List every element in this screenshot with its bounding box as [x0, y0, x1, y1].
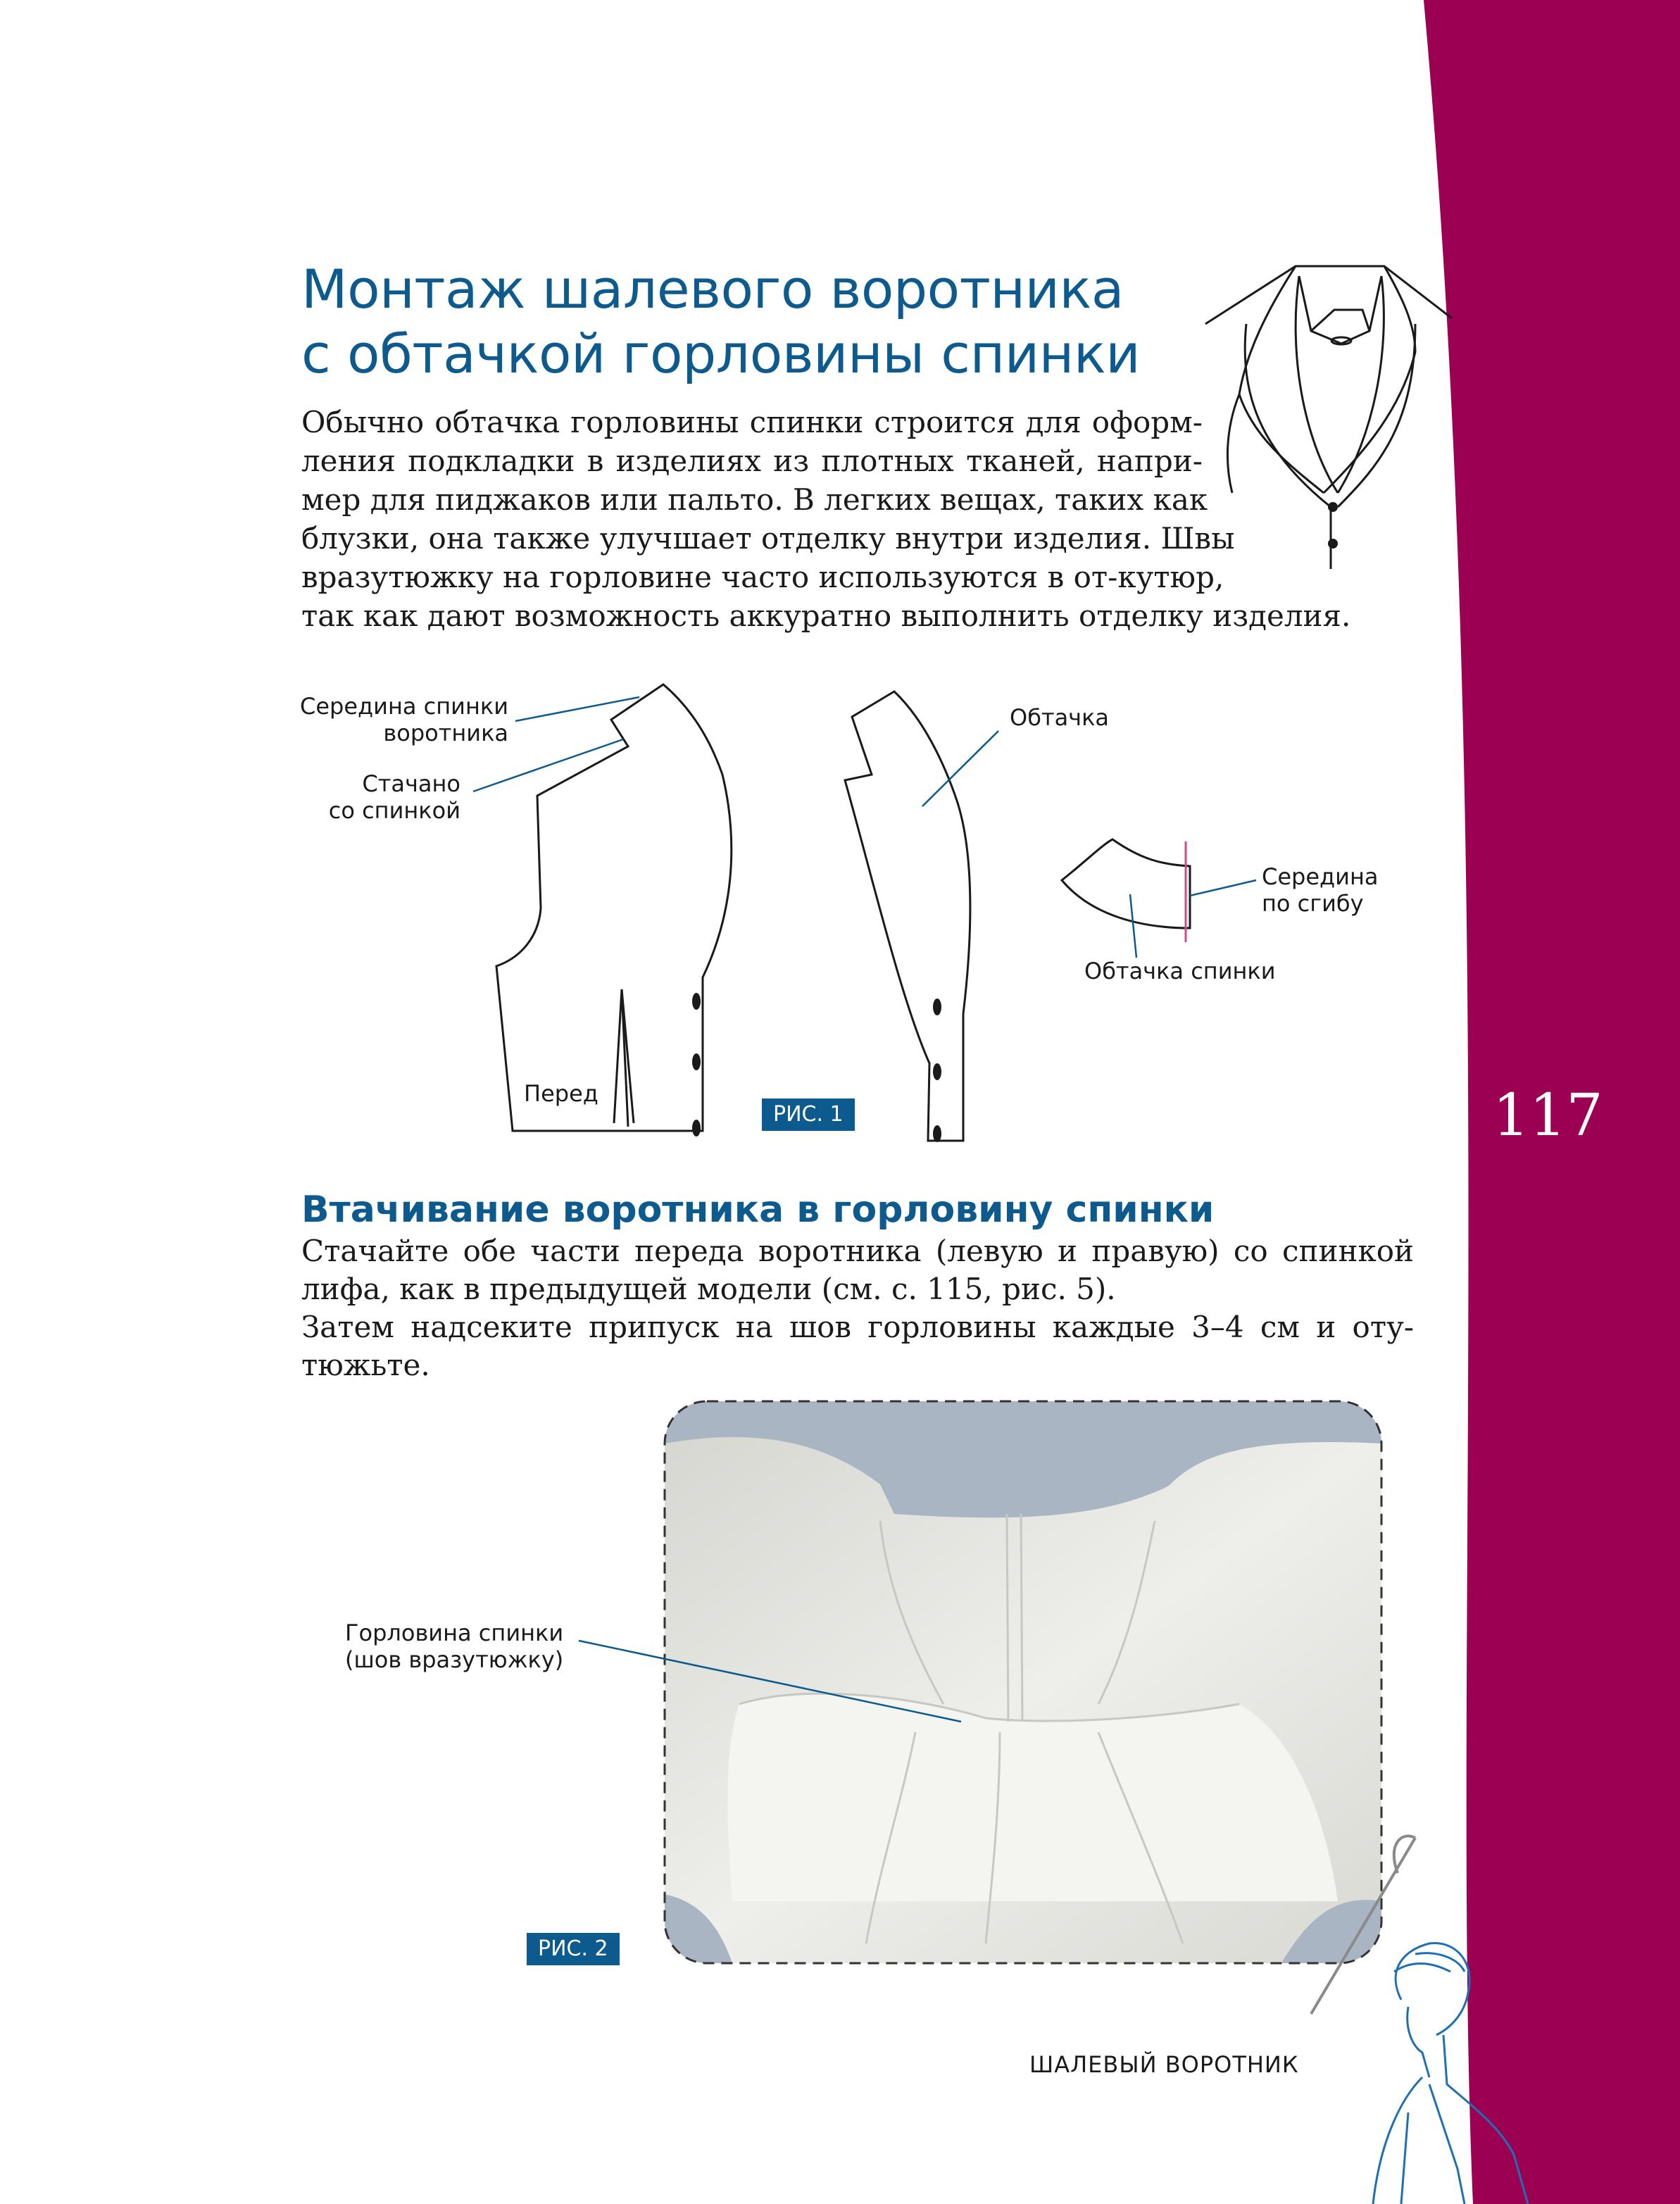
- title-line-1: Монтаж шалевого воротника: [301, 258, 1124, 320]
- intro-line: ления подкладки в изделиях из плотных тканей, напри-: [301, 444, 1203, 478]
- figure-1-tag: РИС. 1: [762, 1098, 855, 1131]
- figure-2-tag: РИС. 2: [527, 1933, 620, 1965]
- intro-line: так как дают возможность аккуратно выполнить отделку изделия.: [301, 599, 1351, 633]
- intro-line: Обычно обтачка горловины спинки строится для оформ-: [301, 405, 1203, 439]
- intro-line: мер для пиджаков или пальто. В легких вещах, таких как: [301, 482, 1208, 517]
- label-fold: Середина по сгибу: [1262, 863, 1379, 917]
- label-stitched: Стачано со спинкой: [328, 770, 460, 824]
- label-facing: Обтачка: [1010, 704, 1110, 731]
- section-line: тюжьте.: [301, 1348, 430, 1382]
- label-back-center: Середина спинки воротника: [299, 693, 508, 746]
- section-title: Втачивание воротника в горловину спинки: [301, 1189, 1215, 1231]
- page-number: 117: [1493, 1082, 1603, 1149]
- label-back-facing: Обтачка спинки: [1084, 958, 1276, 984]
- intro-line: вразутюжку на горловине часто используются в от-кутюр,: [301, 560, 1224, 594]
- label-front: Перед: [524, 1080, 598, 1107]
- running-footer: ШАЛЕВЫЙ ВОРОТНИК: [1029, 2051, 1299, 2078]
- section-line: лифа, как в предыдущей модели (см. с. 115, рис. 5).: [301, 1272, 1116, 1306]
- intro-line: блузки, она также улучшает отделку внутри изделия. Швы: [301, 521, 1235, 556]
- title-line-2: с обтачкой горловины спинки: [301, 323, 1141, 385]
- section-line: Затем надсеките припуск на шов горловины каждые 3–4 см и оту-: [301, 1310, 1414, 1344]
- label-back-neckline: Горловина спинки (шов вразутюжку): [345, 1620, 564, 1673]
- section-line: Стачайте обе части переда воротника (левую и правую) со спинкой: [301, 1234, 1414, 1268]
